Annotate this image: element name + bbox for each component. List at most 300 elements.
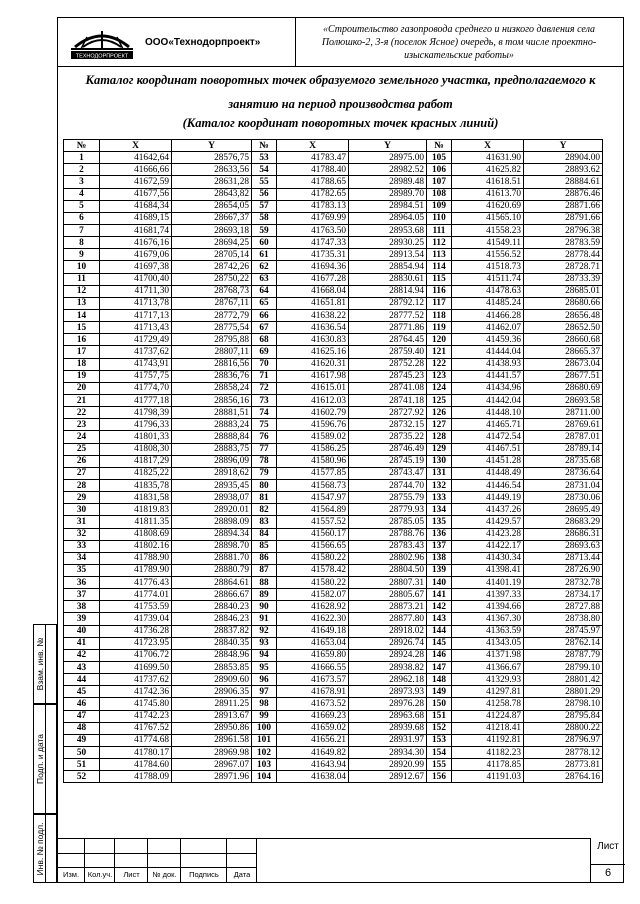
- point-number-cell: 153: [427, 734, 452, 746]
- x-coordinate-cell: 41783.47: [277, 152, 349, 164]
- table-row: [64, 722, 603, 734]
- point-number-cell: 56: [252, 188, 277, 200]
- y-coordinate-cell: 28750,22: [172, 273, 252, 285]
- y-coordinate-cell: 28731.04: [524, 479, 603, 491]
- y-coordinate-cell: 28961.58: [172, 734, 252, 746]
- y-coordinate-cell: 28969.98: [172, 747, 252, 759]
- x-coordinate-cell: 41757,75: [100, 370, 172, 382]
- point-number-cell: 12: [64, 285, 100, 297]
- y-coordinate-cell: 28680.66: [524, 297, 603, 309]
- point-number-cell: 89: [252, 589, 277, 601]
- point-number-cell: 99: [252, 710, 277, 722]
- x-coordinate-cell: 41625.82: [452, 164, 524, 176]
- table-row: [64, 212, 603, 224]
- y-coordinate-cell: 28830.61: [349, 273, 427, 285]
- document-subtitle: (Каталог координат поворотных точек красных линий): [182, 116, 499, 130]
- column-header: X: [277, 140, 349, 152]
- point-number-cell: 46: [64, 698, 100, 710]
- y-coordinate-cell: 28633,56: [172, 164, 252, 176]
- y-coordinate-cell: 28950.86: [172, 722, 252, 734]
- x-coordinate-cell: 41401.19: [452, 577, 524, 589]
- point-number-cell: 85: [252, 540, 277, 552]
- y-coordinate-cell: 28732.15: [349, 419, 427, 431]
- y-coordinate-cell: 28705,14: [172, 249, 252, 261]
- table-row: [64, 188, 603, 200]
- sheet-number: 6: [591, 864, 625, 879]
- y-coordinate-cell: 28856,16: [172, 394, 252, 406]
- y-coordinate-cell: 28752.28: [349, 358, 427, 370]
- point-number-cell: 32: [64, 528, 100, 540]
- y-coordinate-cell: 28746.49: [349, 443, 427, 455]
- point-number-cell: 152: [427, 722, 452, 734]
- table-row: [64, 152, 603, 164]
- y-coordinate-cell: 28840.35: [172, 637, 252, 649]
- x-coordinate-cell: 41638.04: [277, 771, 349, 783]
- point-number-cell: 68: [252, 334, 277, 346]
- x-coordinate-cell: 41580.96: [277, 455, 349, 467]
- y-coordinate-cell: 28711.00: [524, 407, 603, 419]
- x-coordinate-cell: 41788.40: [277, 164, 349, 176]
- x-coordinate-cell: 41459.36: [452, 334, 524, 346]
- y-coordinate-cell: 28837.82: [172, 625, 252, 637]
- y-coordinate-cell: 28680.69: [524, 382, 603, 394]
- point-number-cell: 100: [252, 722, 277, 734]
- point-number-cell: 123: [427, 370, 452, 382]
- y-coordinate-cell: 28788.76: [349, 528, 427, 540]
- x-coordinate-cell: 41343.05: [452, 637, 524, 649]
- y-coordinate-cell: 28880.79: [172, 564, 252, 576]
- point-number-cell: 137: [427, 540, 452, 552]
- y-coordinate-cell: 28686.31: [524, 528, 603, 540]
- x-coordinate-cell: 41789.90: [100, 564, 172, 576]
- x-coordinate-cell: 41643.94: [277, 759, 349, 771]
- x-coordinate-cell: 41622.30: [277, 613, 349, 625]
- table-row: [64, 492, 603, 504]
- table-row: [64, 516, 603, 528]
- table-row: [64, 176, 603, 188]
- company-name: ООО«Технодорпроект»: [145, 37, 261, 48]
- x-coordinate-cell: 41713,43: [100, 322, 172, 334]
- point-number-cell: 110: [427, 212, 452, 224]
- point-number-cell: 105: [427, 152, 452, 164]
- y-coordinate-cell: 28934.30: [349, 747, 427, 759]
- y-coordinate-cell: 28964.05: [349, 212, 427, 224]
- point-number-cell: 141: [427, 589, 452, 601]
- point-number-cell: 4: [64, 188, 100, 200]
- table-row: [64, 370, 603, 382]
- y-coordinate-cell: 28920.01: [172, 504, 252, 516]
- y-coordinate-cell: 28677.51: [524, 370, 603, 382]
- y-coordinate-cell: 28764.45: [349, 334, 427, 346]
- y-coordinate-cell: 28962.18: [349, 674, 427, 686]
- x-coordinate-cell: 41596.76: [277, 419, 349, 431]
- y-coordinate-cell: 28931.97: [349, 734, 427, 746]
- y-coordinate-cell: 28736.64: [524, 467, 603, 479]
- x-coordinate-cell: 41642,64: [100, 152, 172, 164]
- table-row: [64, 734, 603, 746]
- company-logo-icon: [67, 23, 137, 61]
- x-coordinate-cell: 41586.25: [277, 443, 349, 455]
- y-coordinate-cell: 28733.39: [524, 273, 603, 285]
- y-coordinate-cell: 28726.90: [524, 564, 603, 576]
- y-coordinate-cell: 28893.62: [524, 164, 603, 176]
- x-coordinate-cell: 41422.17: [452, 540, 524, 552]
- y-coordinate-cell: 28768,73: [172, 285, 252, 297]
- x-coordinate-cell: 41767.52: [100, 722, 172, 734]
- x-coordinate-cell: 41745.80: [100, 698, 172, 710]
- x-coordinate-cell: 41582.07: [277, 589, 349, 601]
- x-coordinate-cell: 41796,33: [100, 419, 172, 431]
- column-header: X: [452, 140, 524, 152]
- y-coordinate-cell: 28801.42: [524, 674, 603, 686]
- column-header: X: [100, 140, 172, 152]
- point-number-cell: 7: [64, 224, 100, 236]
- x-coordinate-cell: 41397.33: [452, 589, 524, 601]
- y-coordinate-cell: 28804.50: [349, 564, 427, 576]
- table-row: [64, 747, 603, 759]
- y-coordinate-cell: 28911.25: [172, 698, 252, 710]
- point-number-cell: 58: [252, 212, 277, 224]
- point-number-cell: 132: [427, 479, 452, 491]
- point-number-cell: 22: [64, 407, 100, 419]
- x-coordinate-cell: 41224.87: [452, 710, 524, 722]
- point-number-cell: 101: [252, 734, 277, 746]
- x-coordinate-cell: 41485.24: [452, 297, 524, 309]
- y-coordinate-cell: 28783.43: [349, 540, 427, 552]
- point-number-cell: 156: [427, 771, 452, 783]
- point-number-cell: 130: [427, 455, 452, 467]
- point-number-cell: 3: [64, 176, 100, 188]
- y-coordinate-cell: 28796.97: [524, 734, 603, 746]
- x-coordinate-cell: 41462.07: [452, 322, 524, 334]
- table-row: [64, 309, 603, 321]
- x-coordinate-cell: 41677,56: [100, 188, 172, 200]
- x-coordinate-cell: 41329.93: [452, 674, 524, 686]
- point-number-cell: 116: [427, 285, 452, 297]
- point-number-cell: 24: [64, 431, 100, 443]
- point-number-cell: 14: [64, 309, 100, 321]
- point-number-cell: 50: [64, 747, 100, 759]
- x-coordinate-cell: 41706.72: [100, 649, 172, 661]
- x-coordinate-cell: 41398.41: [452, 564, 524, 576]
- table-row: [64, 431, 603, 443]
- point-number-cell: 135: [427, 516, 452, 528]
- table-row: [64, 200, 603, 212]
- x-coordinate-cell: 41297.81: [452, 686, 524, 698]
- y-coordinate-cell: 28685.01: [524, 285, 603, 297]
- table-row: [64, 297, 603, 309]
- point-number-cell: 19: [64, 370, 100, 382]
- y-coordinate-cell: 28816,56: [172, 358, 252, 370]
- x-coordinate-cell: 41449.19: [452, 492, 524, 504]
- x-coordinate-cell: 41631.90: [452, 152, 524, 164]
- x-coordinate-cell: 41565.10: [452, 212, 524, 224]
- point-number-cell: 41: [64, 637, 100, 649]
- x-coordinate-cell: 41835,78: [100, 479, 172, 491]
- point-number-cell: 79: [252, 467, 277, 479]
- point-number-cell: 57: [252, 200, 277, 212]
- y-coordinate-cell: 28745.23: [349, 370, 427, 382]
- y-coordinate-cell: 28787.01: [524, 431, 603, 443]
- point-number-cell: 86: [252, 552, 277, 564]
- y-coordinate-cell: 28967.07: [172, 759, 252, 771]
- x-coordinate-cell: 41182.23: [452, 747, 524, 759]
- point-number-cell: 124: [427, 382, 452, 394]
- x-coordinate-cell: 41577.85: [277, 467, 349, 479]
- x-coordinate-cell: 41615.01: [277, 382, 349, 394]
- x-coordinate-cell: 41774.01: [100, 589, 172, 601]
- y-coordinate-cell: 28801.29: [524, 686, 603, 698]
- y-coordinate-cell: 28693.58: [524, 394, 603, 406]
- x-coordinate-cell: 41472.54: [452, 431, 524, 443]
- point-number-cell: 40: [64, 625, 100, 637]
- y-coordinate-cell: 28984.51: [349, 200, 427, 212]
- x-coordinate-cell: 41666.55: [277, 662, 349, 674]
- y-coordinate-cell: 28881,51: [172, 407, 252, 419]
- y-coordinate-cell: 28888,84: [172, 431, 252, 443]
- x-coordinate-cell: 41653.04: [277, 637, 349, 649]
- y-coordinate-cell: 28858,24: [172, 382, 252, 394]
- x-coordinate-cell: 41191.03: [452, 771, 524, 783]
- y-coordinate-cell: 28762.14: [524, 637, 603, 649]
- point-number-cell: 20: [64, 382, 100, 394]
- point-number-cell: 146: [427, 649, 452, 661]
- y-coordinate-cell: 28896,09: [172, 455, 252, 467]
- y-coordinate-cell: 28745.97: [524, 625, 603, 637]
- y-coordinate-cell: 28884.61: [524, 176, 603, 188]
- table-row: [64, 577, 603, 589]
- point-number-cell: 49: [64, 734, 100, 746]
- x-coordinate-cell: 41742.36: [100, 686, 172, 698]
- x-coordinate-cell: 41763.50: [277, 224, 349, 236]
- x-coordinate-cell: 41672,59: [100, 176, 172, 188]
- point-number-cell: 6: [64, 212, 100, 224]
- stamp-col-label: Подпись: [189, 870, 219, 879]
- point-number-cell: 63: [252, 273, 277, 285]
- point-number-cell: 119: [427, 322, 452, 334]
- x-coordinate-cell: 41438.93: [452, 358, 524, 370]
- y-coordinate-cell: 28667,37: [172, 212, 252, 224]
- x-coordinate-cell: 41564.89: [277, 504, 349, 516]
- y-coordinate-cell: 28727.88: [524, 601, 603, 613]
- point-number-cell: 33: [64, 540, 100, 552]
- x-coordinate-cell: 41677.28: [277, 273, 349, 285]
- point-number-cell: 80: [252, 479, 277, 491]
- x-coordinate-cell: 41394.66: [452, 601, 524, 613]
- y-coordinate-cell: 28734.17: [524, 589, 603, 601]
- table-row: [64, 224, 603, 236]
- point-number-cell: 17: [64, 346, 100, 358]
- y-coordinate-cell: 28631,28: [172, 176, 252, 188]
- y-coordinate-cell: 28918,62: [172, 467, 252, 479]
- point-number-cell: 13: [64, 297, 100, 309]
- point-number-cell: 42: [64, 649, 100, 661]
- y-coordinate-cell: 28783.59: [524, 237, 603, 249]
- point-number-cell: 9: [64, 249, 100, 261]
- y-coordinate-cell: 28735.22: [349, 431, 427, 443]
- x-coordinate-cell: 41659.80: [277, 649, 349, 661]
- y-coordinate-cell: 28775,54: [172, 322, 252, 334]
- y-coordinate-cell: 28728.71: [524, 261, 603, 273]
- y-coordinate-cell: 28693,18: [172, 224, 252, 236]
- side-stamp-replaced-inv: [33, 624, 57, 704]
- x-coordinate-cell: 41780.17: [100, 747, 172, 759]
- table-row: [64, 261, 603, 273]
- x-coordinate-cell: 41788.65: [277, 176, 349, 188]
- x-coordinate-cell: 41558.23: [452, 224, 524, 236]
- point-number-cell: 31: [64, 516, 100, 528]
- point-number-cell: 144: [427, 625, 452, 637]
- x-coordinate-cell: 41442.04: [452, 394, 524, 406]
- x-coordinate-cell: 41700,40: [100, 273, 172, 285]
- point-number-cell: 71: [252, 370, 277, 382]
- x-coordinate-cell: 41451.28: [452, 455, 524, 467]
- point-number-cell: 96: [252, 674, 277, 686]
- point-number-cell: 35: [64, 564, 100, 576]
- stamp-col-label: Дата: [233, 870, 251, 879]
- x-coordinate-cell: 41366.67: [452, 662, 524, 674]
- side-stamp-original-inv: [33, 814, 57, 883]
- y-coordinate-cell: 28883,75: [172, 443, 252, 455]
- point-number-cell: 113: [427, 249, 452, 261]
- coordinates-table: [63, 139, 603, 783]
- x-coordinate-cell: 41466.28: [452, 309, 524, 321]
- table-row: [64, 322, 603, 334]
- x-coordinate-cell: 41676,16: [100, 237, 172, 249]
- point-number-cell: 120: [427, 334, 452, 346]
- point-number-cell: 149: [427, 686, 452, 698]
- point-number-cell: 27: [64, 467, 100, 479]
- point-number-cell: 117: [427, 297, 452, 309]
- x-coordinate-cell: 41808,30: [100, 443, 172, 455]
- y-coordinate-cell: 28800.22: [524, 722, 603, 734]
- table-row: [64, 637, 603, 649]
- point-number-cell: 74: [252, 407, 277, 419]
- y-coordinate-cell: 28848.96: [172, 649, 252, 661]
- point-number-cell: 1: [64, 152, 100, 164]
- point-number-cell: 66: [252, 309, 277, 321]
- point-number-cell: 75: [252, 419, 277, 431]
- x-coordinate-cell: 41437.26: [452, 504, 524, 516]
- table-row: [64, 674, 603, 686]
- point-number-cell: 16: [64, 334, 100, 346]
- point-number-cell: 91: [252, 613, 277, 625]
- point-number-cell: 121: [427, 346, 452, 358]
- y-coordinate-cell: 28814.94: [349, 285, 427, 297]
- point-number-cell: 140: [427, 577, 452, 589]
- point-number-cell: 26: [64, 455, 100, 467]
- stamp-col-label: № док.: [152, 870, 177, 879]
- x-coordinate-cell: 41560.17: [277, 528, 349, 540]
- y-coordinate-cell: 28764.16: [524, 771, 603, 783]
- x-coordinate-cell: 41649.82: [277, 747, 349, 759]
- point-number-cell: 81: [252, 492, 277, 504]
- table-row: [64, 759, 603, 771]
- point-number-cell: 52: [64, 771, 100, 783]
- table-row: [64, 273, 603, 285]
- point-number-cell: 34: [64, 552, 100, 564]
- y-coordinate-cell: 28836,76: [172, 370, 252, 382]
- y-coordinate-cell: 28742,26: [172, 261, 252, 273]
- y-coordinate-cell: 28807.31: [349, 577, 427, 589]
- x-coordinate-cell: 41566.65: [277, 540, 349, 552]
- point-number-cell: 82: [252, 504, 277, 516]
- y-coordinate-cell: 28913.54: [349, 249, 427, 261]
- x-coordinate-cell: 41549.11: [452, 237, 524, 249]
- x-coordinate-cell: 41192.81: [452, 734, 524, 746]
- column-header: №: [427, 140, 452, 152]
- y-coordinate-cell: 28791.66: [524, 212, 603, 224]
- y-coordinate-cell: 28926.74: [349, 637, 427, 649]
- table-row: [64, 528, 603, 540]
- y-coordinate-cell: 28772,79: [172, 309, 252, 321]
- point-number-cell: 38: [64, 601, 100, 613]
- y-coordinate-cell: 28935,45: [172, 479, 252, 491]
- x-coordinate-cell: 41737.62: [100, 674, 172, 686]
- x-coordinate-cell: 41628.92: [277, 601, 349, 613]
- point-number-cell: 127: [427, 419, 452, 431]
- x-coordinate-cell: 41774.68: [100, 734, 172, 746]
- point-number-cell: 23: [64, 419, 100, 431]
- point-number-cell: 94: [252, 649, 277, 661]
- side-label: Подп. и дата: [34, 733, 45, 785]
- point-number-cell: 43: [64, 662, 100, 674]
- y-coordinate-cell: 28755.79: [349, 492, 427, 504]
- x-coordinate-cell: 41556.52: [452, 249, 524, 261]
- x-coordinate-cell: 41684,34: [100, 200, 172, 212]
- point-number-cell: 108: [427, 188, 452, 200]
- title-stamp: [57, 838, 624, 883]
- y-coordinate-cell: 28785.05: [349, 516, 427, 528]
- x-coordinate-cell: 41547.97: [277, 492, 349, 504]
- y-coordinate-cell: 28792.12: [349, 297, 427, 309]
- point-number-cell: 55: [252, 176, 277, 188]
- table-row: [64, 504, 603, 516]
- x-coordinate-cell: 41673.57: [277, 674, 349, 686]
- x-coordinate-cell: 41448.10: [452, 407, 524, 419]
- point-number-cell: 72: [252, 382, 277, 394]
- point-number-cell: 83: [252, 516, 277, 528]
- point-number-cell: 93: [252, 637, 277, 649]
- x-coordinate-cell: 41782.65: [277, 188, 349, 200]
- x-coordinate-cell: 41742.23: [100, 710, 172, 722]
- svg-text:ТЕХНОДОРПРОЕКТ: ТЕХНОДОРПРОЕКТ: [75, 53, 129, 60]
- y-coordinate-cell: 28918.02: [349, 625, 427, 637]
- x-coordinate-cell: 41777,18: [100, 394, 172, 406]
- point-number-cell: 53: [252, 152, 277, 164]
- y-coordinate-cell: 28938,07: [172, 492, 252, 504]
- table-row: [64, 164, 603, 176]
- x-coordinate-cell: 41612.03: [277, 394, 349, 406]
- point-number-cell: 90: [252, 601, 277, 613]
- point-number-cell: 142: [427, 601, 452, 613]
- point-number-cell: 39: [64, 613, 100, 625]
- x-coordinate-cell: 41659.02: [277, 722, 349, 734]
- point-number-cell: 73: [252, 394, 277, 406]
- point-number-cell: 60: [252, 237, 277, 249]
- x-coordinate-cell: 41446.54: [452, 479, 524, 491]
- y-coordinate-cell: 28898.09: [172, 516, 252, 528]
- x-coordinate-cell: 41638.22: [277, 309, 349, 321]
- table-row: [64, 649, 603, 661]
- x-coordinate-cell: 41801,33: [100, 431, 172, 443]
- x-coordinate-cell: 41711,30: [100, 285, 172, 297]
- column-header: Y: [172, 140, 252, 152]
- point-number-cell: 28: [64, 479, 100, 491]
- point-number-cell: 37: [64, 589, 100, 601]
- point-number-cell: 134: [427, 504, 452, 516]
- y-coordinate-cell: 28881.70: [172, 552, 252, 564]
